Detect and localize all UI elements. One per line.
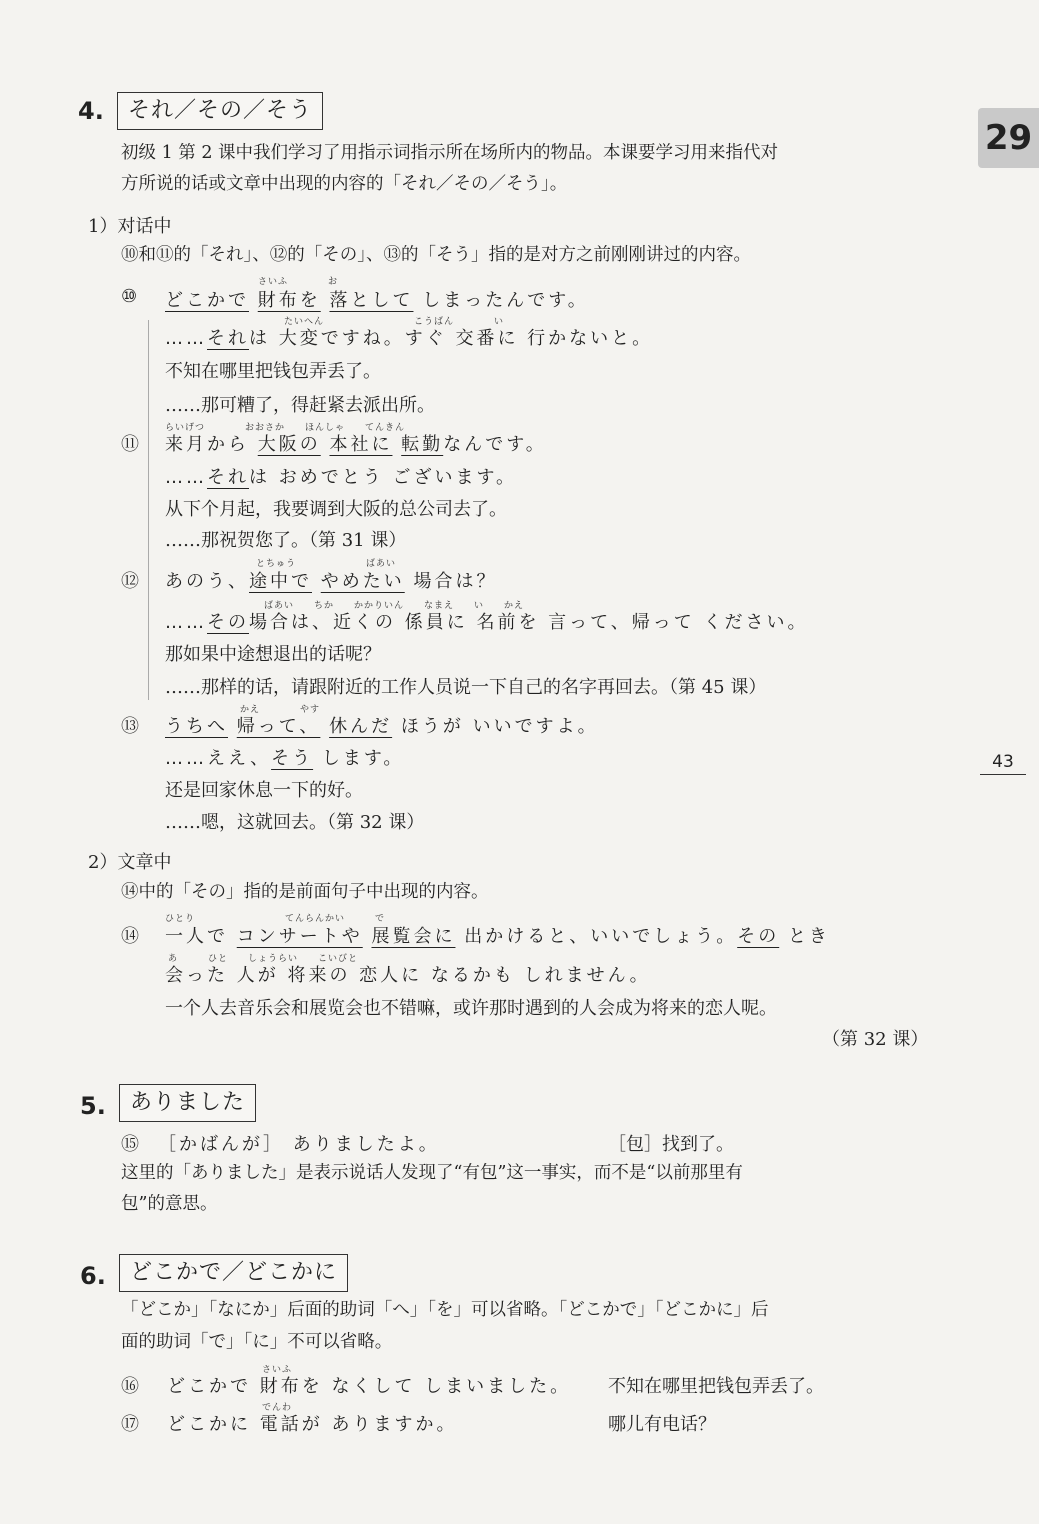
section-4-number: 4. [78, 97, 104, 125]
example-14-ruby: ひとり てんらんかい で [165, 914, 386, 924]
section-6-desc-line1: 「どこか」「なにか」后面的助词「へ」「を」可以省略。「どこかで」「どこかに」后 [121, 1300, 769, 1320]
section-5-title: ありました [119, 1084, 256, 1122]
ex12-reply-ref: その [207, 612, 249, 633]
example-10-translation-1: 不知在哪里把钱包弄丢了。 [165, 361, 381, 382]
example-12-sentence [165, 567, 497, 593]
ex12-reply-rest: 場合は、近くの 係員に 名前を 言って、帰って ください。 [249, 612, 809, 633]
subsection-dialogue-desc: ⑩和⑪的「それ」、⑫的「その」、⑬的「そう」指的是对方之前刚刚讲过的内容。 [121, 245, 751, 265]
ellipsis: …… [165, 612, 207, 633]
example-12-number: ⑫ [121, 571, 139, 592]
example-11-reply [165, 463, 517, 489]
ex10-reply-rest: は 大変ですね。すぐ 交番に 行かないと。 [249, 328, 654, 349]
example-17-ruby: でんわ [262, 1403, 293, 1413]
example-16-sentence: どこかで 財布を なくして しまいました。 [167, 1376, 572, 1397]
section-6-number: 6. [80, 1262, 106, 1290]
ex12-part-a: あのう、 [165, 571, 249, 592]
ex14-part-d: 出かけると、いいでしょう。 [464, 926, 738, 947]
section-4-intro-line2: 方所说的话或文章中出现的内容的「それ／その／そう」。 [121, 174, 568, 194]
example-13-translation-2: ……嗯，这就回去。（第 32 课） [165, 812, 425, 833]
example-16-translation: 不知在哪里把钱包弄丢了。 [608, 1376, 824, 1397]
example-13-translation-1: 还是回家休息一下的好。 [165, 780, 363, 801]
example-15-translation: ［包］找到了。 [608, 1134, 734, 1155]
ex14-part-a: 一人で [165, 926, 228, 947]
example-16-ruby: さいふ [262, 1365, 293, 1375]
example-10-reply [165, 324, 653, 350]
ex13-part-d: ほうが いいですよ。 [400, 716, 599, 737]
example-17-number: ⑰ [121, 1414, 139, 1435]
example-11-translation-2: ……那祝贺您了。（第 31 课） [165, 530, 407, 551]
ellipsis: …… [165, 328, 207, 349]
ex11-part-c: 本社に [329, 434, 393, 455]
ex10-part-d: しまったんです。 [422, 290, 589, 311]
example-12-ruby: とちゅう ばあい [256, 559, 397, 569]
example-10-number: ⑩ [121, 286, 138, 307]
example-12-translation-2: ……那样的话，请跟附近的工作人员说一下自己的名字再回去。（第 45 课） [165, 677, 767, 698]
example-13-reply [165, 744, 404, 770]
ex13-part-a: うちへ [165, 716, 228, 737]
ex11-part-d: 転勤 [401, 434, 444, 455]
ellipsis: …… [165, 467, 207, 488]
example-11-sentence [165, 430, 547, 456]
ex13-reply-a: ……ええ、 [165, 748, 272, 769]
example-13-sentence [165, 712, 599, 738]
ex13-reply-rest: します。 [321, 748, 405, 769]
example-11-translation-1: 从下个月起，我要调到大阪的总公司去了。 [165, 499, 507, 520]
ex11-reply-rest: は おめでとう ございます。 [249, 467, 518, 488]
ex14-part-e: その [737, 926, 780, 947]
ex12-part-b: 途中で [249, 571, 312, 592]
example-10-sentence [165, 286, 589, 312]
ex11-part-b: 大阪の [257, 434, 321, 455]
ex11-part-e: なんです。 [443, 434, 547, 455]
example-13-ruby: かえ やす [240, 705, 321, 715]
example-10-ruby: さいふ お [258, 277, 339, 287]
ex11-part-a: 来月から [165, 434, 249, 455]
subsection-text: 2）文章中 [88, 852, 172, 873]
ex14-part-f: とき [787, 926, 830, 947]
example-14-sentence [165, 922, 830, 948]
ex10-part-b: 財布を [257, 290, 321, 311]
section-4-title: それ／その／そう [117, 92, 323, 130]
example-12-reply [165, 608, 809, 634]
ex10-part-c: 落として [329, 290, 414, 311]
example-15-number: ⑮ [121, 1134, 139, 1155]
ex10-reply-ref: それ [207, 328, 249, 349]
section-6-title: どこかで／どこかに [119, 1254, 348, 1292]
page-number: 43 [980, 752, 1026, 775]
section-6-desc-line2: 面的助词「で」「に」不可以省略。 [121, 1332, 393, 1352]
margin-line [148, 320, 149, 700]
ex14-part-c: 展覧会に [371, 926, 456, 947]
ex11-reply-ref: それ [207, 467, 249, 488]
example-14-number: ⑭ [121, 926, 139, 947]
example-12-translation-1: 那如果中途想退出的话呢？ [165, 644, 381, 665]
ex13-part-c: 休んだ [329, 716, 393, 737]
section-5-desc-line2: 包”的意思。 [121, 1194, 218, 1214]
ex10-part-a: どこかで [165, 290, 249, 311]
ex13-part-b: 帰って、 [236, 716, 321, 737]
example-14-line2: 会った 人が 将来の 恋人に なるかも しれません。 [165, 965, 651, 986]
example-10-reply-ruby: たいへん こうばん い [284, 317, 505, 327]
example-14-translation: 一个人去音乐会和展览会也不错嘛，或许那时遇到的人会成为将来的恋人呢。 [165, 998, 777, 1019]
example-10-translation-2: ……那可糟了，得赶紧去派出所。 [165, 395, 435, 416]
ex13-reply-ref: そう [271, 748, 314, 769]
section-5-desc-line1: 这里的「ありました」是表示说话人发现了“有包”这一事实，而不是“以前那里有 [121, 1163, 743, 1183]
example-12-reply-ruby: ばあい ちか かかりいん なまえ い かえ [264, 601, 525, 611]
example-15-sentence: ［かばんが］ ありましたよ。 [158, 1134, 440, 1155]
example-11-ruby: らいげつ おおさか ほんしゃ てんきん [165, 423, 406, 433]
example-16-number: ⑯ [121, 1376, 139, 1397]
chapter-tab: 29 [978, 108, 1039, 168]
example-17-sentence: どこかに 電話が ありますか。 [167, 1414, 458, 1435]
section-5-number: 5. [80, 1092, 106, 1120]
ex12-part-d: 場合は？ [413, 571, 498, 592]
example-11-number: ⑪ [121, 434, 139, 455]
section-4-intro-line1: 初级 1 第 2 课中我们学习了用指示词指示所在场所内的物品。本课要学习用来指代对 [121, 143, 779, 163]
example-17-translation: 哪儿有电话？ [608, 1414, 716, 1435]
subsection-text-desc: ⑭中的「その」指的是前面句子中出现的内容。 [121, 882, 489, 902]
subsection-dialogue: 1）对话中 [88, 216, 172, 237]
example-13-number: ⑬ [121, 716, 139, 737]
ex14-part-b: コンサートや [236, 926, 363, 947]
example-14-lesson-ref: （第 32 课） [822, 1029, 929, 1050]
example-14-ruby-2: あ ひと しょうらい こいびと [168, 954, 359, 964]
ex12-part-c: やめたい [320, 571, 405, 592]
